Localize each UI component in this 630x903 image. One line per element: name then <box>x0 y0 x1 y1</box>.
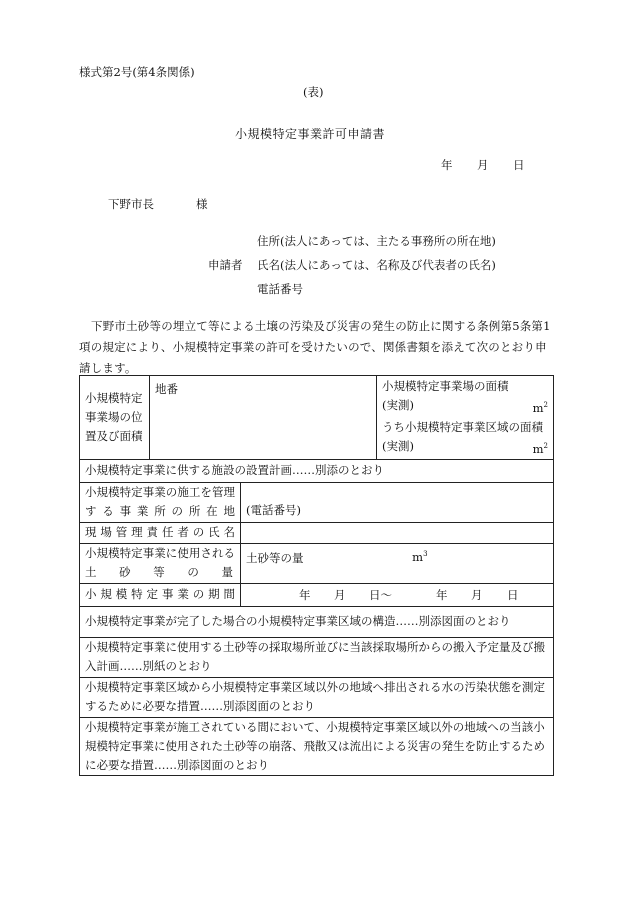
period-start-year: 年 <box>299 587 311 602</box>
location-label: 小規模特定事業場の位置及び面積 <box>85 390 143 443</box>
structure-cell <box>80 606 554 637</box>
date-year: 年 <box>441 158 453 172</box>
location-label-cell <box>80 376 150 460</box>
applicant-phone: 電話番号 <box>257 282 303 296</box>
water-text: 小規模特定事業区域から小規模特定事業区域以外の地域へ排出される水の汚染状態を測定するために必要な措置……別添図面のとおり <box>85 680 545 714</box>
area-measured: (実測) <box>382 398 414 412</box>
period-cell[interactable] <box>241 583 554 606</box>
area-label: 小規模特定事業場の面積 <box>382 379 509 393</box>
period-end-month: 月 <box>471 587 483 602</box>
area-measured-row <box>382 396 548 418</box>
facility-plan: 小規模特定事業に供する施設の設置計画……別添のとおり <box>85 463 384 478</box>
date-month: 月 <box>477 158 489 172</box>
application-table <box>79 375 554 776</box>
zone-unit: $m^2$ <box>532 441 548 456</box>
disaster-cell <box>80 717 554 775</box>
date-day: 日 <box>513 158 525 172</box>
collection-cell <box>80 637 554 677</box>
facility-plan-cell <box>80 459 554 482</box>
page-title: 小規模特定事業許可申請書 <box>235 127 386 141</box>
period-end-day: 日 <box>507 587 519 602</box>
water-cell <box>80 677 554 717</box>
applicant-label: 申請者 <box>208 258 243 272</box>
lot-label: 地番 <box>155 382 178 396</box>
applicant-name: 氏名(法人にあっては、名称及び代表者の氏名) <box>257 258 496 272</box>
zone-measured: (実測) <box>382 438 414 453</box>
soil-label-cell <box>80 543 241 583</box>
side-label: (表) <box>303 85 324 99</box>
period-start-month: 月 <box>334 587 346 602</box>
manager-label: 現場管理責任者の氏名 <box>85 525 235 540</box>
manager-cell[interactable] <box>241 522 554 543</box>
office-cell[interactable] <box>241 482 554 522</box>
area-cell <box>377 376 554 460</box>
form-number: 様式第2号(第4条関係) <box>79 65 195 79</box>
intro-paragraph: 下野市土砂等の埋立て等による土壌の汚染及び災害の発生の防止に関する条例第5条第1項の規定により、小規模特定事業の許可を受けたいので、関係書類を添えて次のとおり申請します。 <box>79 319 551 375</box>
applicant-address: 住所(法人にあっては、主たる事務所の所在地) <box>257 234 496 248</box>
period-label-cell <box>80 583 241 606</box>
zone-area-label: うち小規模特定事業区域の面積 <box>382 419 543 434</box>
lot-number-cell[interactable] <box>150 376 377 460</box>
manager-label-cell <box>80 522 241 543</box>
soil-unit: $m^3$ <box>412 550 428 565</box>
disaster-text: 小規模特定事業が施工されている間において、小規模特定事業区域以外の地域への当該小規模特定事業に使用された土砂等の崩落、飛散又は流出による災害の発生を防止するために必要な措置……別添図面のとおり <box>85 719 545 772</box>
soil-amount: 土砂等の量 <box>246 550 304 565</box>
office-label: 小規模特定事業の施工を管理する事業所の所在地 <box>85 485 235 519</box>
addressee-name: 下野市長 <box>108 197 154 211</box>
addressee-honorific: 様 <box>196 197 208 211</box>
zone-measured-row <box>382 437 548 459</box>
period-start-day: 日〜 <box>369 587 392 602</box>
soil-label-line1: 小規模特定事業に使用される <box>85 546 235 561</box>
area-unit: $m^2$ <box>532 400 548 415</box>
period-end-year: 年 <box>436 587 448 602</box>
period-label: 小規模特定事業の期間 <box>85 587 235 602</box>
soil-amount-cell[interactable] <box>241 543 554 583</box>
collection-text: 小規模特定事業に使用する土砂等の採取場所並びに当該採取場所からの搬入予定量及び搬入計画……別紙のとおり <box>85 640 545 674</box>
office-label-cell <box>80 482 241 522</box>
structure-text: 小規模特定事業が完了した場合の小規模特定事業区域の構造……別添図面のとおり <box>85 614 511 629</box>
soil-label-line2: 土砂等の量 <box>85 565 235 580</box>
office-phone: (電話番号) <box>246 502 301 517</box>
